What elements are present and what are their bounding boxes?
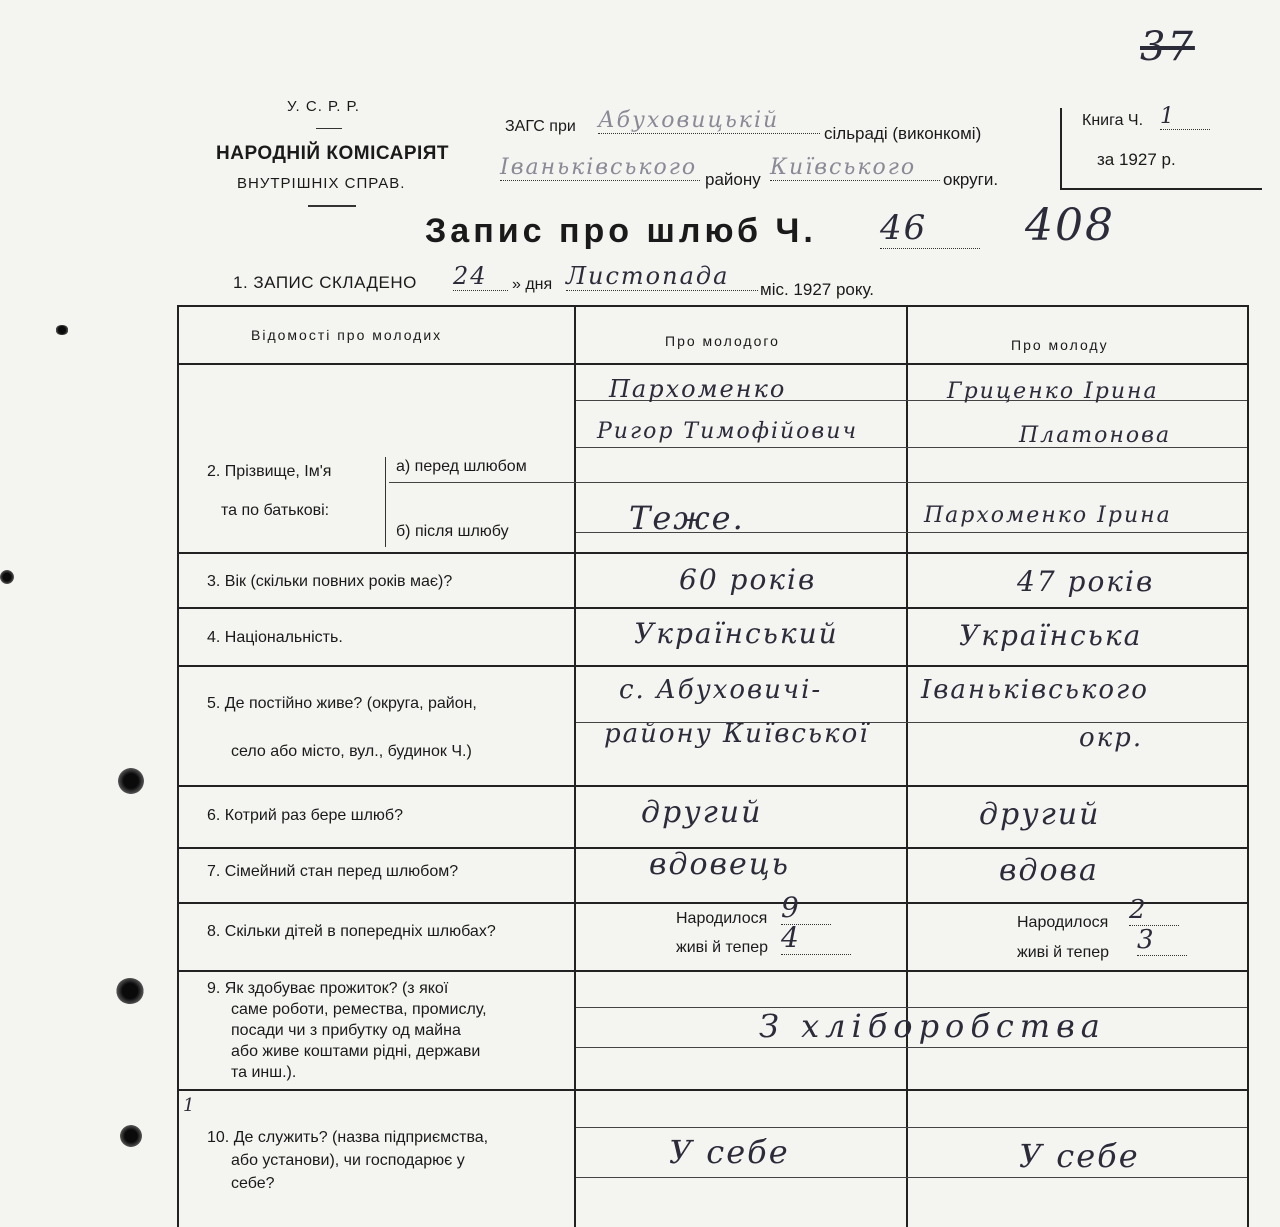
groom-nationality: Український <box>634 617 839 650</box>
groom-name-before: Ригор Тимофійович <box>597 419 859 444</box>
bride-nationality: Українська <box>959 619 1143 652</box>
row-livelihood-label: 9. Як здобуває прожиток? (з якої <box>207 980 449 997</box>
row-livelihood-label-3: посади чи з прибутку од майна <box>231 1022 461 1039</box>
row-livelihood-label-5: та инш.). <box>231 1064 297 1081</box>
groom-born-label: Народилося <box>676 910 768 927</box>
row-name-label: 2. Прізвище, Ім'я <box>207 463 332 480</box>
groom-alive-label: живі й тепер <box>676 939 769 956</box>
bride-surname-before: Гриценко Ірина <box>947 379 1159 404</box>
row-marital-status-label: 7. Сімейний стан перед шлюбом? <box>207 863 459 880</box>
book-year: за 1927 р. <box>1097 150 1176 169</box>
row-residence-label-2: село або місто, вул., будинок Ч.) <box>231 743 472 760</box>
header-info: Відомості про молодих <box>251 327 443 343</box>
department-label: ВНУТРІШНІХ СПРАВ. <box>237 175 406 192</box>
header-groom: Про молодого <box>665 333 780 349</box>
book-label: Книга Ч. <box>1082 112 1144 129</box>
header-divider <box>308 205 356 207</box>
livelihood-value: З хліборобства <box>759 1007 1106 1045</box>
row-employment-label-3: себе? <box>231 1175 275 1192</box>
groom-surname-before: Пархоменко <box>609 375 787 403</box>
header-bride: Про молоду <box>1011 337 1109 353</box>
bride-alive-label: живі й тепер <box>1017 944 1110 961</box>
corner-note: 37 <box>1140 24 1195 70</box>
name-before-label: а) перед шлюбом <box>396 458 527 475</box>
groom-marriage-count: другий <box>641 795 763 830</box>
punch-hole <box>116 978 144 1004</box>
bride-name-after: Пархоменко Ірина <box>924 503 1172 528</box>
district-value: Іваньківського <box>500 155 700 181</box>
bride-born-label: Народилося <box>1017 914 1109 931</box>
groom-residence-1: с. Абуховичі- <box>619 675 823 705</box>
groom-marital-status: вдовець <box>649 847 791 882</box>
district-label: району <box>705 170 761 189</box>
bride-children-born: 2 <box>1129 895 1179 926</box>
punch-hole <box>118 768 144 794</box>
bride-employment: У себе <box>1019 1137 1140 1175</box>
bride-children-alive: 3 <box>1137 925 1187 956</box>
groom-name-after: Теже. <box>629 499 745 537</box>
extra-record-number: 408 <box>1025 200 1115 251</box>
ministry-title: НАРОДНІЙ КОМІСАРІЯТ <box>216 143 450 164</box>
republic-label: У. С. Р. Р. <box>287 98 360 115</box>
council-label: сільраді (виконкомі) <box>824 124 982 143</box>
row-employment-label-2: або установи), чи господарює у <box>231 1152 465 1169</box>
groom-residence-2: району Київської <box>604 719 870 749</box>
groom-children-born: 9 <box>781 891 831 925</box>
okruha-value: Київського <box>770 155 940 181</box>
row-nationality-label: 4. Національність. <box>207 629 343 646</box>
groom-employment: У себе <box>669 1133 790 1171</box>
bride-residence-1: Іваньківського <box>921 675 1149 705</box>
row-livelihood-label-4: або живе коштами рідні, держави <box>231 1043 481 1060</box>
okruha-label: округи. <box>943 170 999 189</box>
record-suffix: міс. 1927 року. <box>760 280 875 299</box>
bride-marital-status: вдова <box>999 853 1099 888</box>
bride-age: 47 років <box>1017 565 1155 598</box>
name-after-label: б) після шлюбу <box>396 523 509 540</box>
record-prefix: 1. ЗАПИС СКЛАДЕНО <box>233 273 417 292</box>
record-title: Запис про шлюб Ч. <box>425 212 817 250</box>
punch-hole <box>0 570 14 584</box>
bride-name-before: Платонова <box>1019 423 1172 448</box>
punch-hole <box>120 1125 142 1147</box>
groom-children-alive: 4 <box>781 921 851 955</box>
row-age-label: 3. Вік (скільки повних років має)? <box>207 573 453 590</box>
book-number: 1 <box>1160 104 1210 130</box>
record-number: 46 <box>880 208 980 249</box>
name-brace <box>385 457 386 547</box>
zags-value: Абуховицькій <box>598 108 820 134</box>
record-day-suffix: » дня <box>512 276 553 293</box>
punch-hole <box>55 325 69 335</box>
row-livelihood-label-2: саме роботи, ремества, промислу, <box>231 1001 487 1018</box>
record-month: Листопада <box>566 262 758 291</box>
margin-note: 1 <box>183 1095 197 1116</box>
row-name-label-2: та по батькові: <box>221 502 330 519</box>
header-divider <box>316 128 342 129</box>
row-employment-label: 10. Де служить? (назва підприємства, <box>207 1129 489 1146</box>
row-marriage-count-label: 6. Котрий раз бере шлюб? <box>207 807 403 824</box>
record-day: 24 <box>453 262 508 291</box>
row-children-label: 8. Скільки дітей в попередніх шлюбах? <box>207 923 496 940</box>
marriage-table <box>177 305 1249 1227</box>
groom-age: 60 років <box>679 563 817 596</box>
bride-marriage-count: другий <box>979 797 1101 832</box>
zags-label: ЗАГС при <box>505 118 576 135</box>
bride-residence-2: окр. <box>1079 723 1144 753</box>
row-residence-label: 5. Де постійно живе? (округа, район, <box>207 695 477 712</box>
